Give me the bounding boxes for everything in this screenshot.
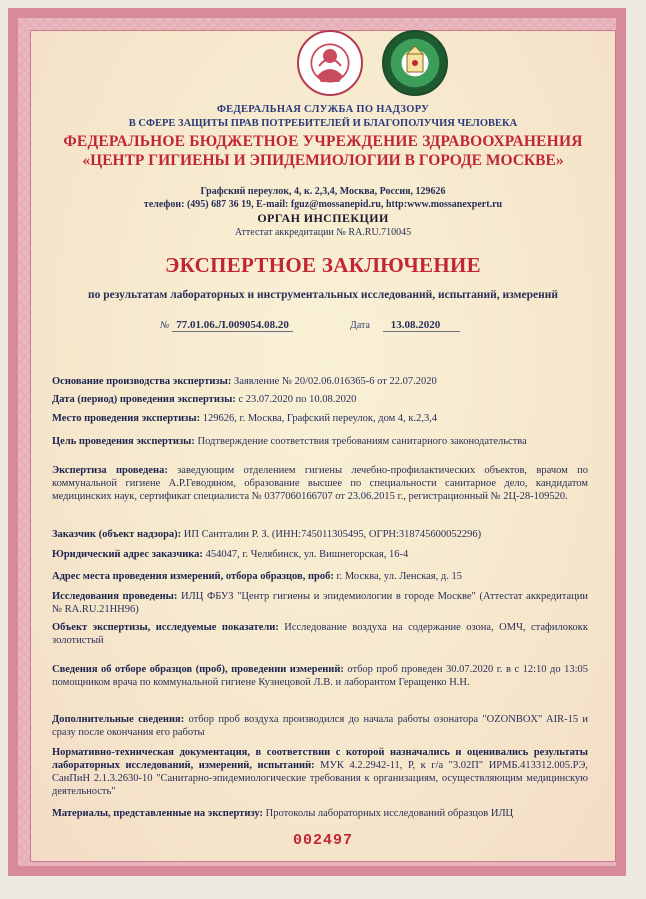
number-value: 77.01.06.Л.009054.08.20 — [172, 319, 293, 332]
field-value: Подтверждение соответствия требованиям санитарного законодательства — [197, 436, 527, 447]
agency-line-2: В СФЕРЕ ЗАЩИТЫ ПРАВ ПОТРЕБИТЕЛЕЙ И БЛАГОПОЛУЧИЯ ЧЕЛОВЕКА — [128, 118, 518, 129]
field-lab — [52, 590, 588, 616]
field-value: Заявление № 20/02.06.016365-6 от 22.07.2020 — [233, 376, 437, 387]
agency-line-1: ФЕДЕРАЛЬНАЯ СЛУЖБА ПО НАДЗОРУ — [216, 104, 430, 115]
date-value: 13.08.2020 — [383, 319, 461, 332]
field-sampling-info — [52, 663, 588, 689]
date-label: Дата — [350, 320, 370, 331]
field-label: Дата (период) проведения экспертизы: — [52, 394, 236, 405]
field-value: отбор проб воздуха производился до начала работы озонатора "OZONBOX" AIR-15 и сразу после окончания его работы — [52, 714, 589, 738]
field-value: ИП Сантгалин Р. З. (ИНН:745011305495, ОГРН:318745600052296) — [183, 529, 482, 540]
field-value: ИЛЦ ФБУЗ "Центр гигиены и эпидемиологии в городе Москве" (Аттестат аккредитации № RA.RU.21НН96) — [52, 591, 588, 615]
serial-number: 002497 — [292, 832, 353, 849]
field-value: заведующим отделением гигиены лечебно-профилактических объектов, врачом по коммунальной гигиене А.Р.Геводяном, образование высшее по специальности санитарное дело, кандидатом медицинских наук, сертификат специалиста № 0377060166707 от 23.06.2015 г., регистрационный № 2Ц-28-109520. — [52, 465, 588, 502]
document-title: ЭКСПЕРТНОЕ ЗАКЛЮЧЕНИЕ — [165, 253, 481, 277]
field-label: Нормативно-техническая документация, в соответствии с которой назначались и оценивались результаты лабораторных исследований, измерений, испытаний: — [52, 747, 588, 771]
rospotrebnadzor-emblem-icon — [297, 30, 363, 96]
center-emblem-icon — [382, 30, 448, 96]
organization-address: Графский переулок, 4, к. 2,3,4, Москва, Россия, 129626 — [200, 186, 446, 197]
field-label: Адрес места проведения измерений, отбора образцов, проб: — [52, 571, 334, 582]
field-legal-address — [52, 548, 588, 561]
field-label: Место проведения экспертизы: — [52, 413, 201, 424]
accreditation-line: Аттестат аккредитации № RA.RU.710045 — [234, 227, 412, 238]
field-label: Материалы, представленные на экспертизу: — [52, 808, 263, 819]
field-label: Основание производства экспертизы: — [52, 376, 232, 387]
field-value: МУК 4.2.2942-11, Р, к г/а "3.02П" ИРМБ.413312.005.РЭ, СанПиН 2.1.3.2630-10 "Санитарно-эпидемиологические требования к организациям, осуществляющим медицинскую деятельность" — [52, 760, 589, 797]
organization-name-2: «ЦЕНТР ГИГИЕНЫ И ЭПИДЕМИОЛОГИИ В ГОРОДЕ МОСКВЕ» — [82, 152, 564, 169]
field-label: Юридический адрес заказчика: — [52, 549, 203, 560]
field-sampling-address — [52, 570, 588, 583]
inspection-body-title: ОРГАН ИНСПЕКЦИИ — [257, 211, 389, 225]
organization-contacts: телефон: (495) 687 36 19, E-mail: fguz@mossanepid.ru, http:www.mossanexpert.ru — [143, 199, 503, 210]
field-expert — [52, 464, 588, 503]
field-customer — [52, 528, 588, 541]
field-purpose — [52, 435, 588, 448]
field-label: Цель проведения экспертизы: — [52, 436, 195, 447]
field-label: Объект экспертизы, исследуемые показатели: — [52, 622, 279, 633]
field-object — [52, 621, 588, 647]
field-value: г. Москва, ул. Ленская, д. 15 — [336, 571, 462, 582]
field-value: Протоколы лабораторных исследований образцов ИЛЦ — [265, 808, 514, 819]
field-label: Исследования проведены: — [52, 591, 178, 602]
document-subtitle: по результатам лабораторных и инструментальных исследований, испытаний, измерений — [88, 289, 558, 301]
field-period — [52, 393, 588, 406]
field-place — [52, 412, 588, 425]
organization-name-1: ФЕДЕРАЛЬНОЕ БЮДЖЕТНОЕ УЧРЕЖДЕНИЕ ЗДРАВООХРАНЕНИЯ — [63, 133, 583, 150]
field-value: 129626, г. Москва, Графский переулок, дом 4, к.2,3,4 — [202, 413, 438, 424]
number-label: № — [160, 320, 170, 331]
document-date — [350, 319, 460, 331]
field-label: Дополнительные сведения: — [52, 714, 185, 725]
field-value: Исследование воздуха на содержание озона, ОМЧ, стафилококк золотистый — [52, 622, 588, 646]
field-value: отбор проб проведен 30.07.2020 г. в с 12:10 до 13:05 помощником врача по коммунальной гигиене Кузнецовой Л.В. и лаборантом Геращенко Н.Н. — [52, 664, 588, 688]
document-number — [160, 319, 293, 331]
field-label: Экспертиза проведена: — [52, 465, 168, 476]
field-regulations — [52, 746, 588, 798]
field-basis — [52, 375, 588, 388]
field-label: Заказчик (объект надзора): — [52, 529, 182, 540]
field-value: с 23.07.2020 по 10.08.2020 — [238, 394, 357, 405]
field-label: Сведения об отборе образцов (проб), проведении измерений: — [52, 664, 344, 675]
field-value: 454047, г. Челябинск, ул. Вишнегорская, 16-4 — [205, 549, 409, 560]
field-additional — [52, 713, 588, 739]
field-materials — [52, 807, 588, 820]
